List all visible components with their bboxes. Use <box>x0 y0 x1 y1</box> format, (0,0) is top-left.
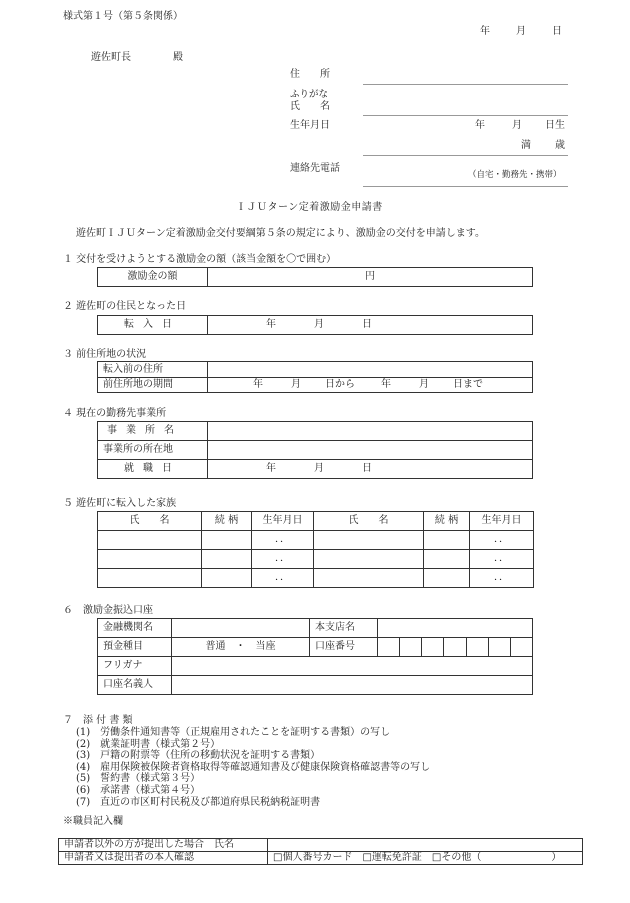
family-name-cell[interactable] <box>314 550 424 569</box>
staff-heading: ※職員記入欄 <box>63 816 123 827</box>
employer-table <box>97 421 533 479</box>
branch-field[interactable] <box>378 619 533 638</box>
list-item: (5) 誓約書（様式第３号） <box>76 773 201 785</box>
family-dob-cell[interactable]: ．． <box>252 531 314 550</box>
birth-field[interactable] <box>363 155 568 156</box>
family-dob-cell[interactable]: ．． <box>470 569 534 588</box>
amount-table <box>97 267 533 287</box>
family-relation-cell[interactable] <box>202 550 252 569</box>
sec6-heading: ６ 激励金振込口座 <box>63 605 153 616</box>
bank-table <box>97 618 533 695</box>
birth-label: 生年月日 <box>290 120 330 131</box>
identity-check-options[interactable]: □個人番号カード □運転免許証 □その他（ ） <box>268 852 583 865</box>
table-row <box>98 531 534 550</box>
family-name-cell[interactable] <box>314 531 424 550</box>
move-in-month-unit: 月 <box>314 319 324 330</box>
prev-address-field[interactable] <box>208 362 533 378</box>
list-item: (2) 就業証明書（様式第２号） <box>76 738 221 750</box>
table-row <box>98 569 534 588</box>
sec5-heading: ５ 遊佐町に転入した家族 <box>63 498 177 509</box>
family-header-dob: 生年月日 <box>252 512 314 531</box>
phone-note: （自宅・勤務先・携帯） <box>468 170 562 180</box>
phone-field[interactable] <box>363 186 568 187</box>
employer-address-field[interactable] <box>208 441 533 460</box>
move-in-table <box>97 315 533 335</box>
account-digit-cell[interactable] <box>422 638 444 657</box>
account-number-label: 口座番号 <box>310 638 378 657</box>
identity-check-label: 申請者又は提出者の本人確認 <box>59 852 268 865</box>
furigana-label: ふりがな <box>290 89 329 100</box>
account-digit-cell[interactable] <box>466 638 488 657</box>
family-name-cell[interactable] <box>98 569 202 588</box>
birth-day-unit: 日生 <box>545 120 565 131</box>
family-dob-cell[interactable]: ．． <box>470 531 534 550</box>
date-day-unit: 日 <box>552 26 562 37</box>
age-unit: 歳 <box>555 140 565 151</box>
prev-period-field[interactable] <box>208 378 533 393</box>
submitter-name-field[interactable] <box>268 839 583 852</box>
list-item: (7) 直近の市区町村民税及び都道府県民税納税証明書 <box>76 796 321 808</box>
submitter-name-label: 申請者以外の方が提出した場合 氏名 <box>59 839 268 852</box>
account-holder-field[interactable] <box>172 676 533 695</box>
account-digit-cell[interactable] <box>488 638 510 657</box>
employer-address-label: 事業所の所在地 <box>98 441 208 460</box>
period-to-day-unit: 日まで <box>453 379 483 390</box>
family-name-cell[interactable] <box>98 531 202 550</box>
employment-date-label: 就職日 <box>98 460 208 479</box>
bank-name-field[interactable] <box>172 619 310 638</box>
family-relation-cell[interactable] <box>202 569 252 588</box>
sec2-heading: ２ 遊佐町の住民となった日 <box>63 301 187 312</box>
yen-unit: 円 <box>365 271 375 282</box>
sec1-heading: １ 交付を受けようとする激励金の額（該当金額を〇で囲む） <box>63 254 337 265</box>
birth-month-unit: 月 <box>512 120 522 131</box>
sec7-heading: ７ 添 付 書 類 <box>63 715 133 726</box>
employer-name-label: 事業所名 <box>98 422 208 441</box>
list-item: (4) 雇用保険被保険者資格取得等確認通知書及び健康保険資格確認書等の写し <box>76 761 431 773</box>
staff-table <box>58 838 583 865</box>
furigana-account-field[interactable] <box>172 657 533 676</box>
name-label: 氏 名 <box>290 101 330 112</box>
form-number: 様式第１号（第５条関係） <box>63 11 183 22</box>
period-from-day-unit: 日から <box>325 379 355 390</box>
employment-month-unit: 月 <box>314 463 324 474</box>
period-to-month-unit: 月 <box>419 379 429 390</box>
move-in-day-unit: 日 <box>362 319 372 330</box>
list-item: (3) 戸籍の附票等（住所の移動状況を証明する書類） <box>76 750 321 762</box>
account-digit-cell[interactable] <box>444 638 466 657</box>
employment-year-unit: 年 <box>266 463 276 474</box>
address-field[interactable] <box>363 84 568 85</box>
family-header-dob-2: 生年月日 <box>470 512 534 531</box>
age-prefix: 満 <box>521 140 531 151</box>
family-table <box>97 511 534 588</box>
family-header-name-2: 氏 名 <box>314 512 424 531</box>
phone-label: 連絡先電話 <box>290 163 340 174</box>
amount-label: 激励金の額 <box>98 268 208 287</box>
family-relation-cell[interactable] <box>424 550 470 569</box>
employment-date-field[interactable] <box>208 460 533 479</box>
account-digit-cell[interactable] <box>510 638 532 657</box>
family-header-relation: 続 柄 <box>202 512 252 531</box>
birth-year-unit: 年 <box>475 120 485 131</box>
date-month-unit: 月 <box>516 26 526 37</box>
period-to-year-unit: 年 <box>381 379 391 390</box>
family-header-name: 氏 名 <box>98 512 202 531</box>
family-name-cell[interactable] <box>314 569 424 588</box>
date-year-unit: 年 <box>480 26 490 37</box>
family-dob-cell[interactable]: ．． <box>252 569 314 588</box>
family-dob-cell[interactable]: ．． <box>470 550 534 569</box>
period-from-year-unit: 年 <box>253 379 263 390</box>
family-name-cell[interactable] <box>98 550 202 569</box>
period-from-month-unit: 月 <box>291 379 301 390</box>
branch-label: 本支店名 <box>310 619 378 638</box>
account-digit-cell[interactable] <box>378 638 400 657</box>
move-in-year-unit: 年 <box>266 319 276 330</box>
name-field[interactable] <box>363 115 568 116</box>
prev-address-label: 転入前の住所 <box>98 362 208 378</box>
account-holder-label: 口座名義人 <box>98 676 172 695</box>
employer-name-field[interactable] <box>208 422 533 441</box>
prev-period-label: 前住所地の期間 <box>98 378 208 393</box>
previous-address-table <box>97 361 533 393</box>
furigana-account-label: フリガナ <box>98 657 172 676</box>
move-in-date-field[interactable] <box>208 316 533 335</box>
account-type-options[interactable]: 普通 ・ 当座 <box>172 638 310 657</box>
family-relation-cell[interactable] <box>424 531 470 550</box>
table-row <box>98 550 534 569</box>
sec4-heading: ４ 現在の勤務先事業所 <box>63 408 167 419</box>
attachment-list <box>76 727 430 808</box>
family-header-relation-2: 続 柄 <box>424 512 470 531</box>
addressee: 遊佐町長 <box>91 52 131 63</box>
sec3-heading: ３ 前住所地の状況 <box>63 349 147 360</box>
amount-field[interactable] <box>208 268 533 287</box>
list-item: (1) 労働条件通知書等（正規雇用されたことを証明する書類）の写し <box>76 727 391 738</box>
account-digit-cell[interactable] <box>400 638 422 657</box>
form-title: ＩＪＵターン定着激励金申請書 <box>236 202 383 213</box>
family-relation-cell[interactable] <box>424 569 470 588</box>
family-relation-cell[interactable] <box>202 531 252 550</box>
address-label: 住 所 <box>290 69 330 80</box>
family-dob-cell[interactable]: ．． <box>252 550 314 569</box>
account-type-label: 預金種目 <box>98 638 172 657</box>
list-item: (6) 承諾書（様式第４号） <box>76 784 201 796</box>
move-in-label: 転入日 <box>98 316 208 335</box>
employment-day-unit: 日 <box>362 463 372 474</box>
addressee-suffix: 殿 <box>173 52 183 63</box>
intro-text: 遊佐町ＩＪＵターン定着激励金交付要綱第５条の規定により、激励金の交付を申請します。 <box>76 228 485 239</box>
bank-name-label: 金融機関名 <box>98 619 172 638</box>
